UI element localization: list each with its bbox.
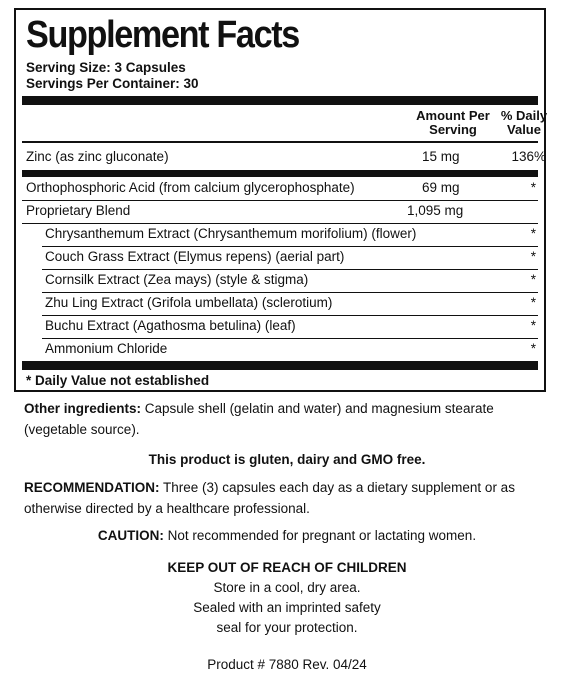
nutrient-name: Zinc (as zinc gluconate) bbox=[26, 149, 169, 164]
blend-item-dv: * bbox=[530, 249, 536, 264]
row-divider bbox=[42, 315, 538, 316]
other-ingredients-text: Capsule shell (gelatin and water) and magnesium stearate bbox=[141, 401, 494, 416]
recommendation-label: RECOMMENDATION: bbox=[24, 480, 160, 495]
storage-line-3: seal for your protection. bbox=[216, 620, 358, 635]
caution-label: CAUTION: bbox=[97, 528, 164, 543]
blend-item-dv: * bbox=[530, 341, 536, 356]
product-number: Product # 7880 Rev. 04/24 bbox=[207, 657, 367, 672]
servings-per-container: Servings Per Container: 30 bbox=[26, 76, 199, 91]
blend-item-dv: * bbox=[530, 226, 536, 241]
footnote: * Daily Value not established bbox=[26, 373, 210, 388]
nutrient-dv: * bbox=[530, 180, 536, 195]
other-ingredients bbox=[24, 398, 564, 440]
blend-item-name: Buchu Extract (Agathosma betulina) (leaf) bbox=[45, 318, 296, 333]
row-divider bbox=[42, 269, 538, 270]
nutrient-amount: 69 mg bbox=[422, 180, 460, 195]
blend-item-dv: * bbox=[530, 295, 536, 310]
amount-per-serving-header: Amount Per Serving bbox=[416, 108, 490, 137]
supplement-facts-panel bbox=[14, 8, 546, 392]
blend-item-name: Ammonium Chloride bbox=[45, 341, 168, 356]
storage-line-1: Store in a cool, dry area. bbox=[213, 580, 361, 595]
header-divider bbox=[22, 141, 538, 143]
other-ingredients-text-cont: (vegetable source). bbox=[24, 422, 140, 437]
nutrient-name: Proprietary Blend bbox=[26, 203, 131, 218]
panel-title: Supplement Facts bbox=[26, 14, 299, 56]
nutrient-name: Orthophosphoric Acid (from calcium glycerophosphate) bbox=[26, 180, 355, 195]
serving-size: Serving Size: 3 Capsules bbox=[26, 60, 186, 75]
row-divider bbox=[42, 246, 538, 247]
row-divider bbox=[22, 200, 538, 201]
blend-item-name: Couch Grass Extract (Elymus repens) (aerial part) bbox=[45, 249, 345, 264]
nutrient-dv: 136% bbox=[511, 149, 546, 164]
blend-item-name: Zhu Ling Extract (Grifola umbellata) (sclerotium) bbox=[45, 295, 333, 310]
caution-text: Not recommended for pregnant or lactating women. bbox=[163, 528, 477, 543]
storage-line-2: Sealed with an imprinted safety bbox=[193, 600, 381, 615]
row-divider bbox=[42, 338, 538, 339]
keep-out-warning: KEEP OUT OF REACH OF CHILDREN bbox=[167, 560, 407, 575]
recommendation-text-cont: otherwise directed by a healthcare professional. bbox=[24, 501, 310, 516]
row-divider bbox=[22, 223, 538, 224]
blend-item-name: Cornsilk Extract (Zea mays) (style & stigma) bbox=[45, 272, 309, 287]
thick-divider bbox=[22, 96, 538, 105]
blend-item-dv: * bbox=[530, 272, 536, 287]
medium-divider bbox=[22, 170, 538, 177]
caution bbox=[0, 525, 574, 546]
row-divider bbox=[42, 292, 538, 293]
nutrient-amount: 1,095 mg bbox=[407, 203, 464, 218]
other-ingredients-label: Other ingredients: bbox=[24, 401, 142, 416]
allergen-statement: This product is gluten, dairy and GMO free. bbox=[148, 452, 426, 467]
nutrient-amount: 15 mg bbox=[422, 149, 460, 164]
blend-item-dv: * bbox=[530, 318, 536, 333]
thick-divider bbox=[22, 361, 538, 370]
recommendation-text: Three (3) capsules each day as a dietary supplement or as bbox=[159, 480, 515, 495]
daily-value-header: % Daily Value bbox=[500, 108, 548, 137]
blend-item-name: Chrysanthemum Extract (Chrysanthemum morifolium) (flower) bbox=[45, 226, 417, 241]
recommendation bbox=[24, 477, 564, 519]
